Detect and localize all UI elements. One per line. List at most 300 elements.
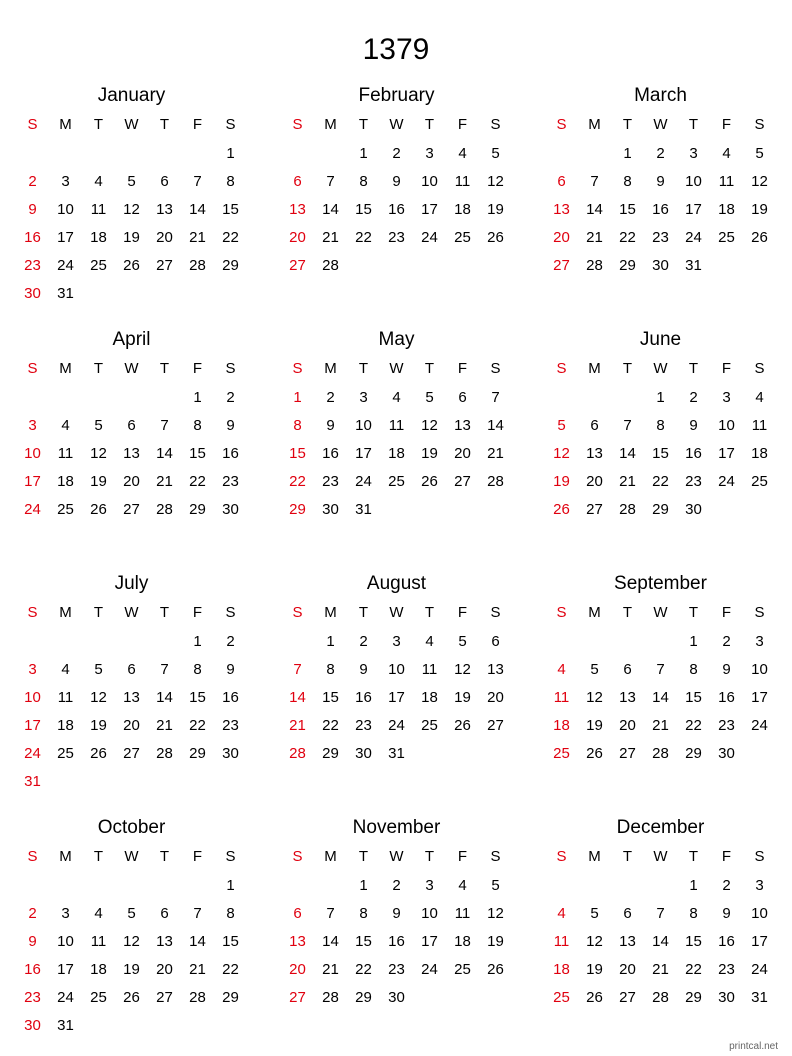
day-cell: 15 — [322, 688, 339, 706]
day-cell: 7 — [590, 172, 599, 190]
day-cell: 29 — [289, 500, 306, 518]
weekday-header: S — [27, 847, 38, 865]
day-cell: 27 — [289, 988, 306, 1006]
day-cell: 6 — [557, 172, 566, 190]
day-cell: 19 — [123, 228, 140, 246]
weekday-header: F — [721, 603, 732, 621]
day-cell: 16 — [322, 444, 339, 462]
day-cell: 23 — [24, 988, 41, 1006]
month-january — [16, 83, 247, 307]
day-cell: 10 — [24, 444, 41, 462]
week-row — [16, 683, 247, 711]
day-cell: 5 — [491, 144, 500, 162]
day-cell: 26 — [90, 500, 107, 518]
day-cell: 28 — [289, 744, 306, 762]
month-november — [281, 815, 512, 1011]
day-cell: 23 — [322, 472, 339, 490]
weekday-header: S — [292, 847, 303, 865]
day-cell: 24 — [57, 988, 74, 1006]
month-name: April — [112, 329, 151, 350]
week-row — [281, 955, 512, 983]
weekday-header: T — [93, 603, 104, 621]
day-cell: 12 — [586, 688, 603, 706]
day-cell: 14 — [586, 200, 603, 218]
day-cell: 27 — [289, 256, 306, 274]
weekday-header: T — [159, 115, 170, 133]
weekday-header: W — [124, 115, 139, 133]
day-cell: 26 — [487, 960, 504, 978]
day-cell: 5 — [557, 416, 566, 434]
weekday-header: S — [27, 603, 38, 621]
day-cell: 26 — [553, 500, 570, 518]
week-row — [281, 495, 512, 523]
weekday-header-row — [16, 353, 247, 383]
day-cell: 15 — [189, 688, 206, 706]
day-cell: 1 — [193, 388, 202, 406]
weekday-header: T — [622, 847, 633, 865]
day-cell: 12 — [90, 444, 107, 462]
week-row — [281, 739, 512, 767]
weekday-header: S — [225, 359, 236, 377]
day-cell: 6 — [127, 416, 136, 434]
day-cell: 19 — [421, 444, 438, 462]
weekday-header: F — [721, 847, 732, 865]
weekday-header: M — [324, 115, 337, 133]
day-cell: 7 — [193, 172, 202, 190]
day-cell: 14 — [189, 932, 206, 950]
weekday-header: F — [457, 115, 468, 133]
day-cell: 15 — [652, 444, 669, 462]
weekday-header: S — [556, 359, 567, 377]
day-cell: 30 — [322, 500, 339, 518]
weekday-header: W — [389, 847, 404, 865]
day-cell: 14 — [189, 200, 206, 218]
day-cell: 3 — [755, 632, 764, 650]
day-cell: 28 — [652, 988, 669, 1006]
month-name: June — [639, 329, 682, 350]
month-february — [281, 83, 512, 279]
month-name: September — [614, 573, 707, 594]
day-cell: 23 — [652, 228, 669, 246]
month-december — [545, 815, 776, 1011]
day-cell: 17 — [421, 200, 438, 218]
day-cell: 27 — [619, 988, 636, 1006]
day-cell: 16 — [388, 932, 405, 950]
week-row — [16, 871, 247, 899]
month-name: November — [352, 817, 441, 838]
weekday-header: S — [754, 115, 765, 133]
weekday-header: F — [192, 603, 203, 621]
week-row — [281, 655, 512, 683]
day-cell: 30 — [718, 988, 735, 1006]
month-name: July — [114, 573, 149, 594]
day-cell: 2 — [392, 876, 401, 894]
day-cell: 5 — [491, 876, 500, 894]
day-cell: 8 — [359, 904, 368, 922]
day-cell: 28 — [189, 988, 206, 1006]
weekday-header: T — [93, 359, 104, 377]
day-cell: 31 — [24, 772, 41, 790]
week-row — [545, 467, 776, 495]
weekday-header-row — [281, 353, 512, 383]
day-cell: 24 — [421, 960, 438, 978]
day-cell: 12 — [421, 416, 438, 434]
day-cell: 11 — [421, 660, 438, 678]
day-cell: 20 — [123, 716, 140, 734]
day-cell: 16 — [24, 960, 41, 978]
day-cell: 26 — [487, 228, 504, 246]
day-cell: 22 — [355, 228, 372, 246]
week-row — [16, 223, 247, 251]
week-row — [281, 899, 512, 927]
month-name: February — [358, 85, 435, 106]
day-cell: 9 — [359, 660, 368, 678]
day-cell: 31 — [57, 284, 74, 302]
weekday-header: T — [159, 603, 170, 621]
week-row — [16, 439, 247, 467]
day-cell: 21 — [322, 228, 339, 246]
week-row — [16, 955, 247, 983]
month-name: January — [97, 85, 166, 106]
day-cell: 3 — [28, 660, 37, 678]
week-row — [281, 927, 512, 955]
day-cell: 28 — [619, 500, 636, 518]
day-cell: 11 — [718, 172, 735, 190]
day-cell: 19 — [90, 472, 107, 490]
week-row — [281, 983, 512, 1011]
day-cell: 6 — [623, 904, 632, 922]
day-cell: 8 — [226, 904, 235, 922]
week-row — [545, 223, 776, 251]
day-cell: 5 — [94, 416, 103, 434]
day-cell: 1 — [193, 632, 202, 650]
month-name: August — [366, 573, 427, 594]
day-cell: 14 — [156, 444, 173, 462]
day-cell: 2 — [28, 172, 37, 190]
day-cell: 1 — [326, 632, 335, 650]
day-cell: 5 — [590, 904, 599, 922]
weekday-header: M — [588, 603, 601, 621]
day-cell: 3 — [392, 632, 401, 650]
day-cell: 7 — [623, 416, 632, 434]
day-cell: 25 — [553, 988, 570, 1006]
day-cell: 14 — [652, 932, 669, 950]
site-credit: printcal.net — [729, 1041, 778, 1052]
day-cell: 3 — [722, 388, 731, 406]
weekday-header-row — [16, 597, 247, 627]
weekday-header: W — [653, 359, 668, 377]
day-cell: 9 — [722, 660, 731, 678]
weekday-header: W — [124, 847, 139, 865]
day-cell: 17 — [57, 228, 74, 246]
day-cell: 25 — [718, 228, 735, 246]
week-row — [16, 739, 247, 767]
day-cell: 18 — [718, 200, 735, 218]
day-cell: 22 — [289, 472, 306, 490]
day-cell: 17 — [718, 444, 735, 462]
day-cell: 1 — [656, 388, 665, 406]
day-cell: 28 — [322, 256, 339, 274]
day-cell: 15 — [355, 200, 372, 218]
day-cell: 2 — [226, 388, 235, 406]
week-row — [16, 251, 247, 279]
weekday-header: S — [556, 115, 567, 133]
day-cell: 13 — [156, 932, 173, 950]
day-cell: 8 — [226, 172, 235, 190]
weekday-header-row — [16, 109, 247, 139]
weekday-header: T — [622, 115, 633, 133]
day-cell: 18 — [90, 960, 107, 978]
day-cell: 19 — [586, 960, 603, 978]
day-cell: 3 — [28, 416, 37, 434]
day-cell: 14 — [487, 416, 504, 434]
day-cell: 24 — [751, 716, 768, 734]
day-cell: 5 — [127, 904, 136, 922]
day-cell: 19 — [553, 472, 570, 490]
week-row — [16, 139, 247, 167]
weekday-header: S — [225, 115, 236, 133]
day-cell: 3 — [425, 876, 434, 894]
weekday-header: M — [59, 847, 72, 865]
week-row — [545, 167, 776, 195]
day-cell: 10 — [57, 932, 74, 950]
weekday-header: F — [192, 115, 203, 133]
day-cell: 5 — [94, 660, 103, 678]
month-may — [281, 327, 512, 523]
day-cell: 29 — [222, 988, 239, 1006]
day-cell: 27 — [156, 256, 173, 274]
day-cell: 26 — [123, 988, 140, 1006]
week-row — [16, 195, 247, 223]
day-cell: 25 — [454, 960, 471, 978]
weekday-header: W — [653, 603, 668, 621]
weekday-header: T — [688, 359, 699, 377]
day-cell: 9 — [392, 172, 401, 190]
day-cell: 9 — [689, 416, 698, 434]
week-row — [545, 955, 776, 983]
day-cell: 18 — [553, 960, 570, 978]
day-cell: 14 — [322, 932, 339, 950]
day-cell: 14 — [619, 444, 636, 462]
day-cell: 8 — [689, 904, 698, 922]
day-cell: 24 — [388, 716, 405, 734]
day-cell: 18 — [454, 932, 471, 950]
weekday-header: S — [754, 359, 765, 377]
weekday-header: S — [225, 603, 236, 621]
week-row — [16, 655, 247, 683]
day-cell: 24 — [751, 960, 768, 978]
weekday-header: M — [59, 603, 72, 621]
day-cell: 19 — [454, 688, 471, 706]
day-cell: 22 — [355, 960, 372, 978]
day-cell: 23 — [24, 256, 41, 274]
week-row — [16, 899, 247, 927]
week-row — [545, 711, 776, 739]
day-cell: 8 — [656, 416, 665, 434]
day-cell: 31 — [388, 744, 405, 762]
day-cell: 28 — [652, 744, 669, 762]
day-cell: 28 — [156, 500, 173, 518]
day-cell: 25 — [751, 472, 768, 490]
day-cell: 8 — [689, 660, 698, 678]
weekday-header: S — [292, 115, 303, 133]
week-row — [16, 983, 247, 1011]
weekday-header-row — [281, 597, 512, 627]
day-cell: 12 — [586, 932, 603, 950]
day-cell: 22 — [222, 228, 239, 246]
day-cell: 12 — [123, 200, 140, 218]
day-cell: 20 — [619, 960, 636, 978]
day-cell: 2 — [226, 632, 235, 650]
day-cell: 17 — [421, 932, 438, 950]
day-cell: 8 — [359, 172, 368, 190]
day-cell: 21 — [652, 960, 669, 978]
day-cell: 28 — [586, 256, 603, 274]
week-row — [281, 383, 512, 411]
weekday-header: M — [588, 847, 601, 865]
day-cell: 10 — [751, 660, 768, 678]
day-cell: 8 — [326, 660, 335, 678]
day-cell: 12 — [751, 172, 768, 190]
day-cell: 9 — [326, 416, 335, 434]
weekday-header: T — [93, 115, 104, 133]
weekday-header: T — [622, 603, 633, 621]
week-row — [16, 1011, 247, 1039]
day-cell: 30 — [24, 284, 41, 302]
year-title: 1379 — [362, 33, 430, 66]
day-cell: 14 — [652, 688, 669, 706]
day-cell: 11 — [57, 444, 74, 462]
week-row — [545, 983, 776, 1011]
day-cell: 20 — [487, 688, 504, 706]
weekday-header: T — [159, 359, 170, 377]
day-cell: 15 — [189, 444, 206, 462]
day-cell: 30 — [685, 500, 702, 518]
weekday-header: W — [124, 603, 139, 621]
month-name: May — [378, 329, 415, 350]
day-cell: 15 — [619, 200, 636, 218]
day-cell: 18 — [454, 200, 471, 218]
month-october — [16, 815, 247, 1039]
day-cell: 20 — [454, 444, 471, 462]
week-row — [545, 739, 776, 767]
day-cell: 2 — [359, 632, 368, 650]
weekday-header: T — [424, 603, 435, 621]
day-cell: 4 — [458, 876, 467, 894]
day-cell: 1 — [623, 144, 632, 162]
day-cell: 20 — [123, 472, 140, 490]
day-cell: 18 — [388, 444, 405, 462]
day-cell: 4 — [61, 416, 70, 434]
weekday-header: T — [424, 115, 435, 133]
day-cell: 20 — [156, 228, 173, 246]
weekday-header: T — [424, 847, 435, 865]
day-cell: 31 — [355, 500, 372, 518]
day-cell: 13 — [586, 444, 603, 462]
weekday-header: S — [490, 359, 501, 377]
weekday-header: M — [588, 359, 601, 377]
day-cell: 27 — [619, 744, 636, 762]
day-cell: 18 — [751, 444, 768, 462]
day-cell: 7 — [193, 904, 202, 922]
day-cell: 17 — [57, 960, 74, 978]
day-cell: 9 — [392, 904, 401, 922]
weekday-header: S — [490, 603, 501, 621]
day-cell: 3 — [425, 144, 434, 162]
day-cell: 16 — [718, 688, 735, 706]
day-cell: 14 — [322, 200, 339, 218]
day-cell: 29 — [322, 744, 339, 762]
day-cell: 27 — [487, 716, 504, 734]
weekday-header: S — [556, 603, 567, 621]
day-cell: 30 — [652, 256, 669, 274]
week-row — [16, 279, 247, 307]
day-cell: 18 — [90, 228, 107, 246]
weekday-header: M — [59, 359, 72, 377]
day-cell: 24 — [24, 500, 41, 518]
weekday-header: W — [389, 603, 404, 621]
weekday-header: T — [93, 847, 104, 865]
day-cell: 25 — [388, 472, 405, 490]
day-cell: 20 — [289, 960, 306, 978]
week-row — [16, 627, 247, 655]
day-cell: 23 — [685, 472, 702, 490]
weekday-header: T — [424, 359, 435, 377]
week-row — [281, 411, 512, 439]
day-cell: 25 — [57, 500, 74, 518]
day-cell: 12 — [553, 444, 570, 462]
day-cell: 23 — [355, 716, 372, 734]
day-cell: 26 — [90, 744, 107, 762]
weekday-header: F — [721, 359, 732, 377]
weekday-header: F — [192, 847, 203, 865]
day-cell: 27 — [553, 256, 570, 274]
week-row — [545, 655, 776, 683]
day-cell: 21 — [652, 716, 669, 734]
day-cell: 16 — [388, 200, 405, 218]
day-cell: 31 — [685, 256, 702, 274]
day-cell: 18 — [57, 472, 74, 490]
day-cell: 17 — [685, 200, 702, 218]
week-row — [545, 927, 776, 955]
day-cell: 15 — [355, 932, 372, 950]
day-cell: 21 — [322, 960, 339, 978]
day-cell: 22 — [189, 716, 206, 734]
day-cell: 6 — [623, 660, 632, 678]
day-cell: 7 — [293, 660, 302, 678]
day-cell: 6 — [127, 660, 136, 678]
day-cell: 23 — [718, 716, 735, 734]
day-cell: 26 — [586, 744, 603, 762]
month-august — [281, 571, 512, 767]
day-cell: 3 — [359, 388, 368, 406]
week-row — [545, 195, 776, 223]
day-cell: 17 — [388, 688, 405, 706]
day-cell: 7 — [491, 388, 500, 406]
day-cell: 13 — [289, 200, 306, 218]
day-cell: 7 — [326, 172, 335, 190]
day-cell: 30 — [388, 988, 405, 1006]
day-cell: 15 — [685, 688, 702, 706]
day-cell: 19 — [123, 960, 140, 978]
weekday-header: M — [588, 115, 601, 133]
day-cell: 9 — [226, 660, 235, 678]
day-cell: 2 — [28, 904, 37, 922]
month-june — [545, 327, 776, 523]
day-cell: 30 — [355, 744, 372, 762]
day-cell: 30 — [24, 1016, 41, 1034]
day-cell: 11 — [553, 688, 570, 706]
